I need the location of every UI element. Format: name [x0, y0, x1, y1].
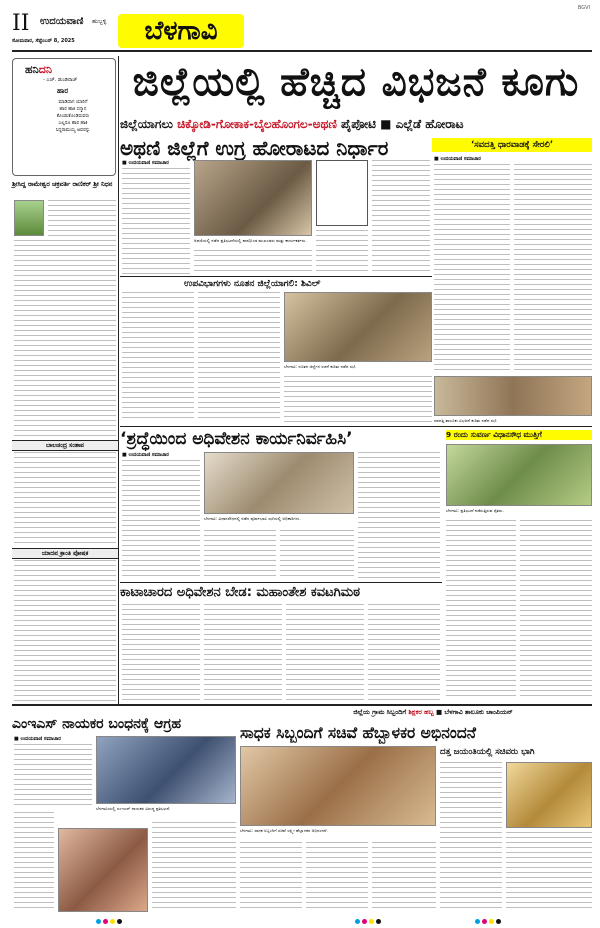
registration-marks-right [475, 919, 501, 924]
city-name: ಬೆಳಗಾವಿ [144, 16, 218, 46]
shraddha-body-col2 [204, 530, 276, 580]
nayak-body-col1 [14, 744, 92, 808]
side-kicker: ■ ಉದಯವಾಣಿ ಸಮಾಚಾರ [434, 156, 481, 162]
upavibhaga-body-col3 [284, 376, 432, 422]
shraddha-photo [204, 452, 354, 514]
nayak-photo [96, 736, 236, 804]
side-photo-caption: ಸವದತ್ತಿ ತಾಲೂಕು ವಿಭಜನೆ ಕುರಿತು ನಡೆದ ಸಭೆ. [434, 418, 498, 423]
lead-body-col2 [194, 250, 312, 274]
katah-body-col3 [286, 604, 364, 702]
masthead-left [12, 11, 112, 48]
registration-marks-left [96, 919, 122, 924]
lead-photo-protest [194, 160, 312, 236]
katah-body-col4 [368, 604, 440, 702]
upavibhaga-photo [284, 292, 432, 362]
section-rule-1 [120, 276, 432, 277]
hani-dani-title: ಹಾರ [57, 87, 69, 95]
hani-dani-box [12, 58, 116, 176]
sadhaka-body-col2 [306, 842, 368, 912]
upavibhaga-headline: ಉಪವಿಭಾಗಗಳು ನೂತನ ಜಿಲ್ಲೆಯಾಗಲಿ: ಶಿವಿಲ್ [184, 279, 321, 289]
registration-marks-center [355, 919, 381, 924]
page-number: II [12, 11, 30, 36]
lead-second-headline: ಅಥಣಿ ಜಿಲ್ಲೆಗೆ ಉಗ್ರ ಹೋರಾಟದ ನಿರ್ಧಾರ [120, 136, 389, 160]
lead-body-col4 [372, 160, 430, 274]
nine-days-body-col2 [520, 520, 592, 700]
lead-body-col1 [122, 168, 190, 274]
section-tag: ಹುಬ್ಬಳ್ಳಿ [92, 18, 107, 25]
nayak-body-col3 [152, 822, 236, 912]
katah-body-col2 [204, 604, 282, 702]
lead-body-col3 [316, 230, 368, 274]
nayak-caption: ಬೆಳಗಾವಿಯಲ್ಲಿ ಎಂಇಎಸ್ ನಾಯಕರ ವಿರುದ್ಧ ಪ್ರತಿಭಟನೆ. [96, 806, 171, 811]
side-body-col2 [514, 164, 592, 372]
lead-strap: ಜಿಲ್ಲೆಯಾಗಲು ಚಿಕ್ಕೋಡಿ-ಗೋಕಾಕ-ಬೈಲಹೊಂಗಲ-ಅಥಣಿ ಪೈಪೋಟಿ ■ ಎಲ್ಲೆಡೆ ಹೋರಾಟ [120, 117, 464, 131]
hani-dani-byline: - ಎಚ್. ಡುಂಡಿರಾಜ್ [43, 77, 78, 83]
shraddha-kicker: ■ ಉದಯವಾಣಿ ಸಮಾಚಾರ [122, 452, 169, 458]
paper-name: ಉದಯವಾಣಿ [40, 16, 84, 27]
obituary-photo [14, 200, 44, 236]
hani-dani-logo: ಹನಿದನಿ [25, 63, 52, 76]
city-masthead [118, 14, 244, 48]
corner-code: BGVI [577, 5, 590, 11]
left-box-body-1 [14, 452, 116, 544]
side-body-col1 [434, 164, 510, 372]
katah-headline: ಕಾಟಾಚಾರದ ಅಧಿವೇಶನ ಬೇಡ: ಮಹಾಂತೇಶ ಕವಟಗಿಮಠ [120, 585, 360, 600]
side-story-title: ‘ಸವದತ್ತಿ ಧಾರವಾಡಕ್ಕೆ ಸೇರಲಿ’ [432, 138, 592, 152]
datta-body-col2 [506, 832, 592, 912]
issue-date: ಸೋಮವಾರ, ಸೆಪ್ಟೆಂಬರ್ 8, 2025 [12, 38, 75, 44]
datta-photo [506, 762, 592, 828]
nine-days-body-col1 [446, 520, 516, 700]
nayak-headline: ಎಂಇಎಸ್ ನಾಯಕರ ಬಂಧನಕ್ಕೆ ಆಗ್ರಹ [12, 716, 182, 732]
nine-days-headline: 9 ರಂದು ಸುವರ್ಣ ವಿಧಾನಸೌಧ ಮುತ್ತಿಗೆ [446, 430, 592, 440]
column-rule [118, 56, 119, 706]
sadhaka-headline: ಸಾಧಕ ಸಿಬ್ಬಂದಿಗೆ ಸಚಿವೆ ಹೆಬ್ಬಾಳಕರ ಅಭಿನಂದನೆ [240, 724, 477, 742]
sports-strip: ಜಿಲ್ಲೆಯ ಗ್ರಾಮ ಸಿಬ್ಬಂದಿಗೆ ಶಿಕ್ಷಕರ ಹಬ್ಬ ■ ಬೆಳಗಾವಿ ತಾಲೂಕು ಚಾಂಪಿಯನ್ [353, 708, 513, 716]
lead-quote-box [316, 160, 368, 226]
nayak-photo-2 [58, 828, 148, 912]
shraddha-body-col3 [280, 530, 354, 580]
sadhaka-caption: ಬೆಳಗಾವಿ: ಸಾಧಕ ಸಿಬ್ಬಂದಿಗೆ ಸಚಿವೆ ಲಕ್ಷ್ಮೀ ಹೆಬ್ಬಾಳಕರ ಅಭಿನಂದನೆ. [240, 828, 328, 833]
shraddha-body-col1 [122, 460, 200, 580]
left-box-body-2 [14, 560, 116, 706]
masthead-rule [12, 50, 592, 52]
left-story-title: ಶ್ರೀಸಿದ್ದ ರಾಮೇಶ್ವರ ಚಕ್ರವರ್ತಿ ರಾಣಿಕರ್ ಶ್ರೀ ನಿಧನ [12, 180, 113, 188]
lead-kicker: ■ ಉದಯವಾಣಿ ಸಮಾಚಾರ [122, 160, 169, 166]
lead-headline: ಜಿಲ್ಲೆಯಲ್ಲಿ ಹೆಚ್ಚಿದ ವಿಭಜನೆ ಕೂಗು [132, 60, 580, 105]
nayak-body-col2 [14, 812, 54, 912]
nine-days-photo [446, 444, 592, 506]
shraddha-headline: ‘ಶ್ರದ್ಧೆಯಿಂದ ಅಧಿವೇಶನ ಕಾರ್ಯನಿರ್ವಹಿಸಿ’ [120, 429, 353, 449]
nayak-kicker: ■ ಉದಯವಾಣಿ ಸಮಾಚಾರ [14, 736, 61, 742]
left-story-body-cont [14, 240, 116, 436]
sadhaka-body-col3 [372, 842, 436, 912]
side-photo [434, 376, 592, 416]
shraddha-caption: ಬೆಳಗಾವಿ: ವಿಧಾನಸೌಧದಲ್ಲಿ ನಡೆದ ಪೂರ್ವಭಾವಿ ಸಭೆಯಲ್ಲಿ ಅಧಿಕಾರಿಗಳು. [204, 516, 301, 521]
sadhaka-photo [240, 746, 436, 826]
left-story-body [48, 200, 116, 236]
section-rule-2 [120, 426, 592, 427]
section-rule-3 [120, 582, 442, 583]
katah-body-col1 [122, 604, 200, 702]
sadhaka-subheadline: ದತ್ತ ಜಯಂತಿಯಲ್ಲಿ ಸಚಿವರು ಭಾಗಿ [440, 747, 535, 757]
sadhaka-body-col1 [240, 842, 302, 912]
left-box-title-1: ಬಾಲಚಂದ್ರ ಸಂತಾಪ [12, 440, 118, 451]
upavibhaga-body-col2 [198, 292, 280, 422]
shraddha-body-col4 [358, 452, 440, 580]
left-box-title-2: ಯಾದವ ಕ್ರಾಂತಿ ಪೋಷಕ [12, 548, 118, 559]
hani-dani-poem: ಮಾಡಿದಾಗ ಯಾರಿಗೆ ಹಾರ ಹಾಕಿ ಸನ್ಮಾನ ಕೊಂಡುಕೊಂಡಿರುವರು ಎಲ್ಲರೂ ಹಾರ ಹಾಕಿ ಸಿದ್ದರಾಮಯ್ಯ ಅವರನ್ನು [55, 100, 91, 133]
nine-days-caption: ಬೆಳಗಾವಿ: ಪ್ರತಿಭಟನೆ ನಡೆಸುತ್ತಿರುವ ರೈತರು. [446, 508, 504, 513]
datta-body-col1 [440, 762, 502, 912]
upavibhaga-caption: ಬೆಳಗಾವಿ: ನೂತನ ಜಿಲ್ಲೆಗಳ ರಚನೆ ಕುರಿತು ನಡೆದ ಸಭೆ. [284, 364, 357, 369]
lead-photo-caption: ಅಥಣಿಯಲ್ಲಿ ನಡೆದ ಪ್ರತಿಭಟನೆಯಲ್ಲಿ ಪಾಲ್ಗೊಂಡ ಮುಖಂಡರು ಮತ್ತು ಕಾರ್ಯಕರ್ತರು. [194, 238, 307, 243]
upavibhaga-body-col1 [122, 292, 194, 422]
